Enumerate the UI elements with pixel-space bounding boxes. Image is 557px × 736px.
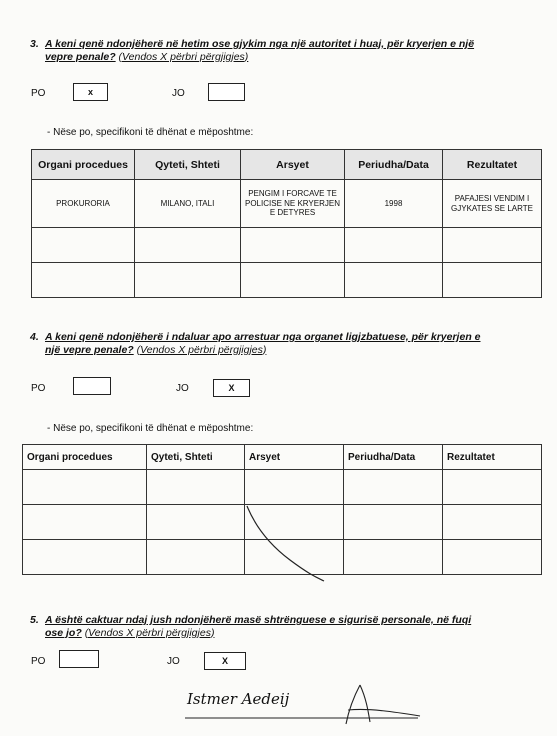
q5-jo-checkbox[interactable]: X <box>204 652 246 670</box>
q4-header-reasons: Arsyet <box>245 445 344 470</box>
signature-stroke <box>180 680 430 730</box>
q3-hint: (Vendos X përbri përgjigjes) <box>118 50 249 63</box>
q4-header-results: Rezultatet <box>443 445 542 470</box>
q3-text-line2: vepre penale? <box>45 50 116 63</box>
q5-text-line1: A është caktuar ndaj jush ndonjëherë masë shtrënguese e sigurisë personale, në fuqi <box>45 614 472 626</box>
question-5 <box>30 614 540 639</box>
q5-jo-label: JO <box>167 656 180 667</box>
q4-text-line2: një vepre penale? <box>45 343 134 356</box>
table-cell: 1998 <box>345 180 443 228</box>
q4-header-city: Qyteti, Shteti <box>147 445 245 470</box>
signature: Istmer Aedeij <box>187 690 290 708</box>
q4-header-organ: Organi procedues <box>23 445 147 470</box>
q5-text-line2: ose jo? <box>45 626 82 639</box>
q4-jo-label: JO <box>176 383 189 394</box>
table-cell: PENGIM I FORCAVE TE POLICISE NE KRYERJEN E DETYRES <box>241 180 345 228</box>
q3-text-line1: A keni qenë ndonjëherë në hetim ose gjykim nga një autoritet i huaj, për kryerjen e një <box>45 38 475 50</box>
q3-header-city: Qyteti, Shteti <box>135 150 241 180</box>
q5-hint: (Vendos X përbri përgjigjes) <box>84 626 215 639</box>
q4-po-label: PO <box>31 383 46 394</box>
q3-header-reasons: Arsyet <box>241 150 345 180</box>
q5-number: 5. <box>30 614 39 626</box>
q4-hint: (Vendos X përbri përgjigjes) <box>136 343 267 356</box>
q3-po-checkbox[interactable]: x <box>73 83 108 101</box>
q3-po-label: PO <box>31 88 46 99</box>
q3-header-period: Periudha/Data <box>345 150 443 180</box>
q3-jo-label: JO <box>172 88 185 99</box>
table-cell: MILANO, ITALI <box>135 180 241 228</box>
table-cell: PROKURORIA <box>32 180 135 228</box>
q3-header-organ: Organi procedues <box>32 150 135 180</box>
q4-text-line1: A keni qenë ndonjëherë i ndaluar apo arrestuar nga organet ligjzbatuese, për kryerjen e <box>45 331 481 343</box>
q5-po-label: PO <box>31 656 46 667</box>
q4-header-period: Periudha/Data <box>344 445 443 470</box>
q4-jo-checkbox[interactable]: X <box>213 379 250 397</box>
q3-header-results: Rezultatet <box>443 150 542 180</box>
q4-number: 4. <box>30 331 39 343</box>
q4-specify-text: - Nëse po, specifikoni të dhënat e mëposhtme: <box>47 423 254 434</box>
q3-number: 3. <box>30 38 39 50</box>
q3-specify-text: - Nëse po, specifikoni të dhënat e mëposhtme: <box>47 127 254 138</box>
table-cell: PAFAJESI VENDIM I GJYKATES SE LARTE <box>443 180 542 228</box>
q5-po-checkbox[interactable] <box>59 650 99 668</box>
